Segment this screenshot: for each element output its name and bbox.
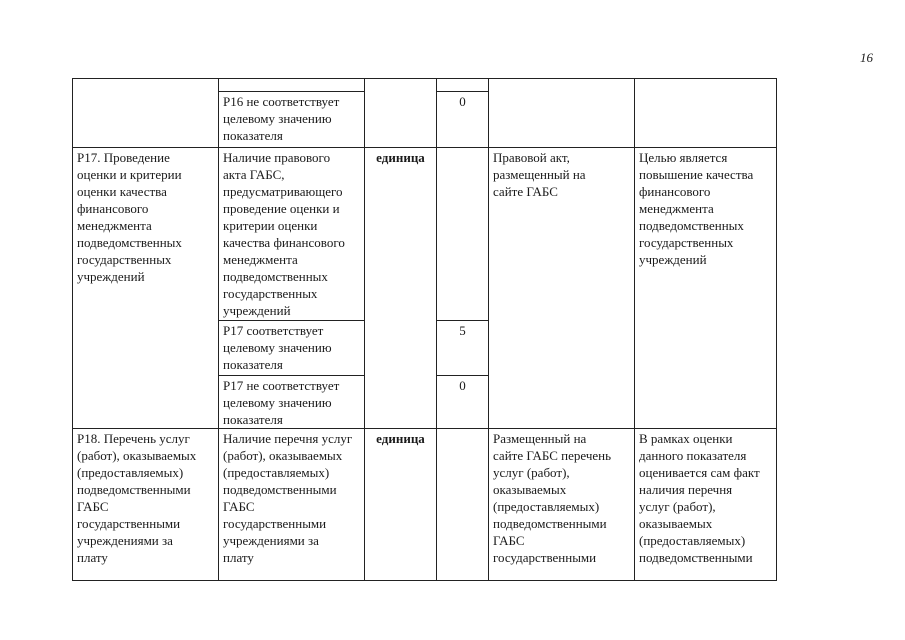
page-number: 16 [860, 50, 873, 65]
table-row-continuation-top [73, 79, 777, 92]
cell-empty [365, 79, 437, 148]
cell-p17-criterion: Наличие правового акта ГАБС, предусматривающего проведение оценки и критерии оценки качества финансового менеджмента подведомственных государственных учреждений [219, 148, 365, 321]
cell-p17-comment: Целью является повышение качества финансового менеджмента подведомственных государственных учреждений [635, 148, 777, 429]
cell-p17-source: Правовой акт, размещенный на сайте ГАБС [489, 148, 635, 429]
table-row-p18 [73, 429, 777, 581]
cell-p17-match-value: 5 [437, 321, 489, 376]
cell-p16-nomatch-text: Р16 не соответствует целевому значению показателя [219, 92, 365, 148]
cell-p17-nomatch-text: Р17 не соответствует целевому значению показателя [219, 376, 365, 429]
cell-p18-criterion: Наличие перечня услуг (работ), оказываемых (предоставляемых) подведомственными ГАБС государственными учреждениями за плату [219, 429, 365, 581]
cell-p17-nomatch-value: 0 [437, 376, 489, 429]
cell-p17-unit: единица [365, 148, 437, 429]
cell-p17-match-text: Р17 соответствует целевому значению показателя [219, 321, 365, 376]
cell-p16-nomatch-value: 0 [437, 92, 489, 148]
cell-empty [489, 79, 635, 148]
cell-p18-comment: В рамках оценки данного показателя оценивается сам факт наличия перечня услуг (работ), оказываемых (предоставляемых) подведомственными [635, 429, 777, 581]
cell-empty [437, 429, 489, 581]
cell-empty [635, 79, 777, 148]
cell-empty [73, 79, 219, 148]
cell-p18-source: Размещенный на сайте ГАБС перечень услуг (работ), оказываемых (предоставляемых) подведомственными ГАБС государственными [489, 429, 635, 581]
indicators-table [72, 78, 777, 581]
cell-empty [437, 148, 489, 321]
cell-p17-name: Р17. Проведение оценки и критерии оценки качества финансового менеджмента подведомственных государственных учреждений [73, 148, 219, 429]
cell-p18-unit: единица [365, 429, 437, 581]
cell-empty [219, 79, 365, 92]
cell-empty [437, 79, 489, 92]
table-row-p17 [73, 148, 777, 321]
cell-p18-name: Р18. Перечень услуг (работ), оказываемых (предоставляемых) подведомственными ГАБС государственными учреждениями за плату [73, 429, 219, 581]
